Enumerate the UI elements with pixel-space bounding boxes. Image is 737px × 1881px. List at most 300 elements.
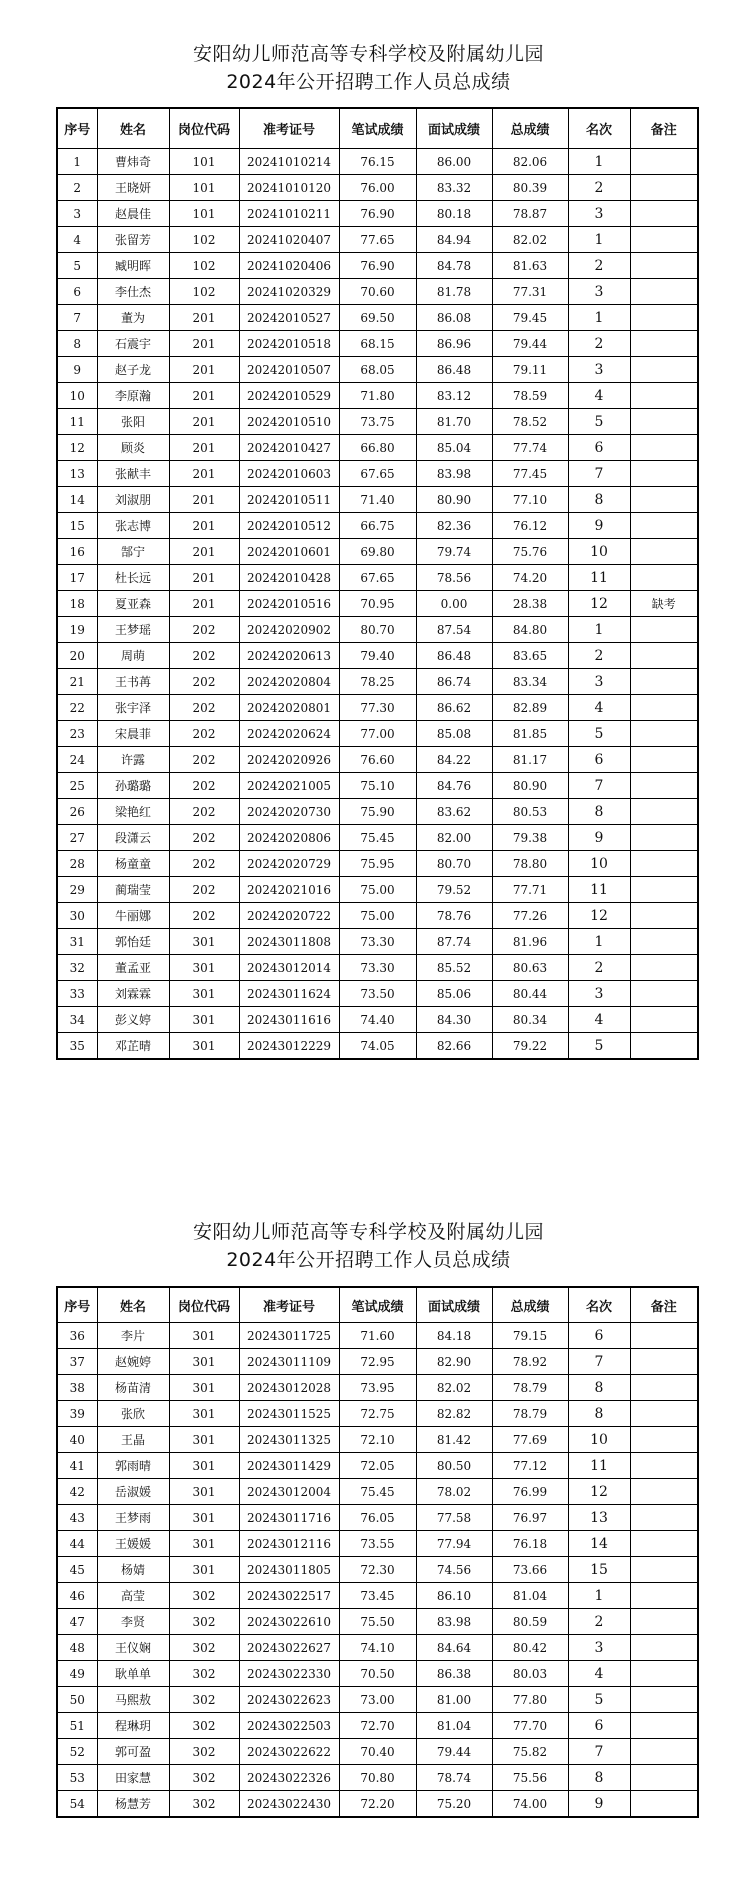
cell-total-score: 75.56 xyxy=(492,1765,568,1791)
table-row xyxy=(57,175,698,201)
cell-total-score: 80.63 xyxy=(492,955,568,981)
cell-exam-id: 20243011808 xyxy=(239,929,339,955)
cell-exam-id: 20243011109 xyxy=(239,1349,339,1375)
cell-no: 33 xyxy=(57,981,97,1007)
cell-post-code: 202 xyxy=(169,825,239,851)
table-row xyxy=(57,1635,698,1661)
table-row xyxy=(57,357,698,383)
cell-total-score: 76.97 xyxy=(492,1505,568,1531)
cell-exam-id: 20241010211 xyxy=(239,201,339,227)
cell-name: 张宇泽 xyxy=(97,695,169,721)
cell-total-score: 80.39 xyxy=(492,175,568,201)
cell-written-score: 74.05 xyxy=(339,1033,416,1060)
cell-remark xyxy=(630,1791,698,1818)
cell-exam-id: 20243012014 xyxy=(239,955,339,981)
cell-no: 23 xyxy=(57,721,97,747)
cell-remark xyxy=(630,383,698,409)
cell-exam-id: 20241010214 xyxy=(239,149,339,175)
cell-interview-score: 82.66 xyxy=(416,1033,492,1060)
cell-remark xyxy=(630,227,698,253)
header-exam-id: 准考证号 xyxy=(239,108,339,149)
title-line-2: 2024年公开招聘工作人员总成绩 xyxy=(226,71,511,93)
cell-total-score: 78.52 xyxy=(492,409,568,435)
cell-rank: 6 xyxy=(568,747,630,773)
table-row xyxy=(57,539,698,565)
cell-written-score: 73.45 xyxy=(339,1583,416,1609)
cell-remark xyxy=(630,1583,698,1609)
cell-written-score: 75.45 xyxy=(339,1479,416,1505)
cell-rank: 3 xyxy=(568,279,630,305)
cell-no: 9 xyxy=(57,357,97,383)
cell-written-score: 73.75 xyxy=(339,409,416,435)
cell-total-score: 78.80 xyxy=(492,851,568,877)
cell-written-score: 66.80 xyxy=(339,435,416,461)
cell-name: 杨苗清 xyxy=(97,1375,169,1401)
cell-total-score: 78.79 xyxy=(492,1401,568,1427)
table-row xyxy=(57,461,698,487)
cell-rank: 15 xyxy=(568,1557,630,1583)
cell-exam-id: 20243011429 xyxy=(239,1453,339,1479)
table-row xyxy=(57,773,698,799)
cell-written-score: 76.60 xyxy=(339,747,416,773)
cell-name: 张献丰 xyxy=(97,461,169,487)
cell-total-score: 83.65 xyxy=(492,643,568,669)
table-row xyxy=(57,1427,698,1453)
cell-no: 52 xyxy=(57,1739,97,1765)
cell-name: 张欣 xyxy=(97,1401,169,1427)
cell-exam-id: 20242020730 xyxy=(239,799,339,825)
cell-no: 2 xyxy=(57,175,97,201)
cell-total-score: 77.45 xyxy=(492,461,568,487)
cell-remark xyxy=(630,851,698,877)
cell-interview-score: 78.76 xyxy=(416,903,492,929)
cell-interview-score: 80.90 xyxy=(416,487,492,513)
header-exam-id: 准考证号 xyxy=(239,1287,339,1323)
cell-interview-score: 78.02 xyxy=(416,1479,492,1505)
cell-exam-id: 20243022430 xyxy=(239,1791,339,1818)
cell-remark xyxy=(630,1479,698,1505)
cell-post-code: 301 xyxy=(169,1557,239,1583)
cell-rank: 4 xyxy=(568,1007,630,1033)
header-row xyxy=(57,108,698,149)
cell-exam-id: 20243022610 xyxy=(239,1609,339,1635)
cell-rank: 4 xyxy=(568,383,630,409)
cell-name: 周萌 xyxy=(97,643,169,669)
cell-post-code: 101 xyxy=(169,201,239,227)
cell-no: 48 xyxy=(57,1635,97,1661)
cell-interview-score: 86.48 xyxy=(416,643,492,669)
table-row xyxy=(57,1791,698,1818)
cell-exam-id: 20242010428 xyxy=(239,565,339,591)
cell-written-score: 68.15 xyxy=(339,331,416,357)
cell-interview-score: 82.02 xyxy=(416,1375,492,1401)
cell-no: 16 xyxy=(57,539,97,565)
cell-exam-id: 20242010603 xyxy=(239,461,339,487)
cell-rank: 2 xyxy=(568,955,630,981)
cell-remark xyxy=(630,487,698,513)
cell-total-score: 76.99 xyxy=(492,1479,568,1505)
cell-post-code: 201 xyxy=(169,539,239,565)
cell-rank: 2 xyxy=(568,1609,630,1635)
cell-total-score: 77.69 xyxy=(492,1427,568,1453)
cell-rank: 10 xyxy=(568,539,630,565)
cell-written-score: 70.40 xyxy=(339,1739,416,1765)
cell-post-code: 202 xyxy=(169,747,239,773)
table-row xyxy=(57,747,698,773)
cell-remark xyxy=(630,695,698,721)
cell-total-score: 79.38 xyxy=(492,825,568,851)
cell-name: 张阳 xyxy=(97,409,169,435)
cell-rank: 8 xyxy=(568,1765,630,1791)
cell-total-score: 79.22 xyxy=(492,1033,568,1060)
table-row xyxy=(57,669,698,695)
cell-name: 杜长远 xyxy=(97,565,169,591)
cell-rank: 8 xyxy=(568,799,630,825)
cell-no: 41 xyxy=(57,1453,97,1479)
cell-written-score: 75.90 xyxy=(339,799,416,825)
cell-written-score: 73.00 xyxy=(339,1687,416,1713)
cell-written-score: 70.60 xyxy=(339,279,416,305)
cell-remark xyxy=(630,461,698,487)
cell-no: 11 xyxy=(57,409,97,435)
cell-total-score: 80.53 xyxy=(492,799,568,825)
cell-interview-score: 81.04 xyxy=(416,1713,492,1739)
cell-total-score: 80.34 xyxy=(492,1007,568,1033)
cell-interview-score: 75.20 xyxy=(416,1791,492,1818)
table-row xyxy=(57,1349,698,1375)
score-table-1 xyxy=(56,107,699,1060)
cell-name: 王梦瑶 xyxy=(97,617,169,643)
cell-total-score: 81.17 xyxy=(492,747,568,773)
cell-total-score: 81.04 xyxy=(492,1583,568,1609)
cell-rank: 1 xyxy=(568,149,630,175)
table-row xyxy=(57,1765,698,1791)
cell-total-score: 77.26 xyxy=(492,903,568,929)
cell-post-code: 302 xyxy=(169,1687,239,1713)
cell-exam-id: 20243022623 xyxy=(239,1687,339,1713)
cell-post-code: 201 xyxy=(169,461,239,487)
cell-written-score: 75.10 xyxy=(339,773,416,799)
cell-name: 赵晨佳 xyxy=(97,201,169,227)
cell-post-code: 301 xyxy=(169,1505,239,1531)
cell-total-score: 73.66 xyxy=(492,1557,568,1583)
cell-exam-id: 20243012116 xyxy=(239,1531,339,1557)
cell-remark xyxy=(630,435,698,461)
header-written-score: 笔试成绩 xyxy=(339,1287,416,1323)
cell-written-score: 75.00 xyxy=(339,903,416,929)
cell-total-score: 80.59 xyxy=(492,1609,568,1635)
cell-remark xyxy=(630,331,698,357)
cell-total-score: 82.89 xyxy=(492,695,568,721)
cell-rank: 3 xyxy=(568,1635,630,1661)
cell-remark: 缺考 xyxy=(630,591,698,617)
header-total-score: 总成绩 xyxy=(492,1287,568,1323)
cell-no: 34 xyxy=(57,1007,97,1033)
header-post-code: 岗位代码 xyxy=(169,1287,239,1323)
cell-total-score: 77.80 xyxy=(492,1687,568,1713)
header-interview-score: 面试成绩 xyxy=(416,1287,492,1323)
table-row xyxy=(57,903,698,929)
table-row xyxy=(57,331,698,357)
title-line-1: 安阳幼儿师范高等专科学校及附属幼儿园 xyxy=(192,1221,544,1243)
cell-interview-score: 84.18 xyxy=(416,1323,492,1349)
cell-interview-score: 82.82 xyxy=(416,1401,492,1427)
cell-post-code: 201 xyxy=(169,591,239,617)
cell-rank: 6 xyxy=(568,1713,630,1739)
cell-no: 3 xyxy=(57,201,97,227)
cell-post-code: 201 xyxy=(169,305,239,331)
cell-interview-score: 86.10 xyxy=(416,1583,492,1609)
cell-name: 郜宁 xyxy=(97,539,169,565)
cell-rank: 4 xyxy=(568,695,630,721)
header-rank: 名次 xyxy=(568,108,630,149)
table-row xyxy=(57,799,698,825)
cell-total-score: 76.12 xyxy=(492,513,568,539)
cell-written-score: 77.65 xyxy=(339,227,416,253)
cell-name: 邓芷晴 xyxy=(97,1033,169,1060)
table-row xyxy=(57,253,698,279)
cell-written-score: 77.30 xyxy=(339,695,416,721)
cell-no: 32 xyxy=(57,955,97,981)
cell-rank: 5 xyxy=(568,721,630,747)
cell-interview-score: 85.04 xyxy=(416,435,492,461)
cell-post-code: 301 xyxy=(169,1479,239,1505)
cell-name: 董孟亚 xyxy=(97,955,169,981)
cell-interview-score: 84.76 xyxy=(416,773,492,799)
cell-total-score: 77.70 xyxy=(492,1713,568,1739)
cell-post-code: 301 xyxy=(169,1349,239,1375)
cell-written-score: 75.00 xyxy=(339,877,416,903)
cell-total-score: 80.90 xyxy=(492,773,568,799)
cell-remark xyxy=(630,1375,698,1401)
cell-no: 1 xyxy=(57,149,97,175)
cell-post-code: 202 xyxy=(169,773,239,799)
cell-rank: 9 xyxy=(568,513,630,539)
header-total-score: 总成绩 xyxy=(492,108,568,149)
cell-name: 王梦雨 xyxy=(97,1505,169,1531)
cell-rank: 2 xyxy=(568,331,630,357)
cell-total-score: 74.00 xyxy=(492,1791,568,1818)
cell-interview-score: 86.38 xyxy=(416,1661,492,1687)
cell-post-code: 302 xyxy=(169,1765,239,1791)
table-row xyxy=(57,591,698,617)
cell-name: 马熙敖 xyxy=(97,1687,169,1713)
header-written-score: 笔试成绩 xyxy=(339,108,416,149)
cell-written-score: 69.50 xyxy=(339,305,416,331)
cell-interview-score: 86.74 xyxy=(416,669,492,695)
cell-no: 49 xyxy=(57,1661,97,1687)
cell-total-score: 75.82 xyxy=(492,1739,568,1765)
header-remark: 备注 xyxy=(630,1287,698,1323)
cell-no: 26 xyxy=(57,799,97,825)
cell-no: 37 xyxy=(57,1349,97,1375)
table-row xyxy=(57,1505,698,1531)
cell-no: 54 xyxy=(57,1791,97,1818)
cell-rank: 6 xyxy=(568,1323,630,1349)
cell-no: 50 xyxy=(57,1687,97,1713)
cell-written-score: 76.90 xyxy=(339,253,416,279)
cell-total-score: 78.92 xyxy=(492,1349,568,1375)
cell-written-score: 72.20 xyxy=(339,1791,416,1818)
cell-rank: 11 xyxy=(568,1453,630,1479)
cell-interview-score: 80.18 xyxy=(416,201,492,227)
cell-exam-id: 20243011325 xyxy=(239,1427,339,1453)
cell-exam-id: 20242010518 xyxy=(239,331,339,357)
cell-remark xyxy=(630,773,698,799)
cell-remark xyxy=(630,1007,698,1033)
cell-interview-score: 87.54 xyxy=(416,617,492,643)
cell-post-code: 201 xyxy=(169,487,239,513)
cell-no: 45 xyxy=(57,1557,97,1583)
cell-written-score: 75.95 xyxy=(339,851,416,877)
title-block xyxy=(0,40,737,96)
cell-post-code: 302 xyxy=(169,1609,239,1635)
cell-name: 杨婧 xyxy=(97,1557,169,1583)
title-block xyxy=(0,1218,737,1274)
cell-no: 6 xyxy=(57,279,97,305)
cell-no: 24 xyxy=(57,747,97,773)
cell-no: 40 xyxy=(57,1427,97,1453)
cell-interview-score: 83.98 xyxy=(416,1609,492,1635)
table-row xyxy=(57,513,698,539)
cell-no: 36 xyxy=(57,1323,97,1349)
cell-name: 田家慧 xyxy=(97,1765,169,1791)
cell-exam-id: 20243011725 xyxy=(239,1323,339,1349)
cell-name: 蔺瑞莹 xyxy=(97,877,169,903)
cell-name: 孙璐璐 xyxy=(97,773,169,799)
cell-remark xyxy=(630,929,698,955)
cell-total-score: 75.76 xyxy=(492,539,568,565)
table-row xyxy=(57,565,698,591)
cell-written-score: 68.05 xyxy=(339,357,416,383)
cell-interview-score: 83.62 xyxy=(416,799,492,825)
header-remark: 备注 xyxy=(630,108,698,149)
cell-remark xyxy=(630,1661,698,1687)
cell-post-code: 202 xyxy=(169,695,239,721)
cell-rank: 4 xyxy=(568,1661,630,1687)
cell-total-score: 81.63 xyxy=(492,253,568,279)
cell-remark xyxy=(630,981,698,1007)
table-row xyxy=(57,643,698,669)
cell-remark xyxy=(630,1609,698,1635)
cell-total-score: 80.42 xyxy=(492,1635,568,1661)
header-no: 序号 xyxy=(57,1287,97,1323)
cell-name: 王晓妍 xyxy=(97,175,169,201)
cell-post-code: 102 xyxy=(169,253,239,279)
cell-remark xyxy=(630,799,698,825)
cell-name: 段潇云 xyxy=(97,825,169,851)
cell-remark xyxy=(630,617,698,643)
table-row xyxy=(57,1557,698,1583)
table-row xyxy=(57,149,698,175)
table-row xyxy=(57,695,698,721)
cell-exam-id: 20243022627 xyxy=(239,1635,339,1661)
cell-written-score: 75.45 xyxy=(339,825,416,851)
cell-post-code: 302 xyxy=(169,1739,239,1765)
cell-rank: 12 xyxy=(568,903,630,929)
cell-no: 53 xyxy=(57,1765,97,1791)
table-row xyxy=(57,227,698,253)
cell-total-score: 83.34 xyxy=(492,669,568,695)
cell-post-code: 301 xyxy=(169,1323,239,1349)
cell-no: 17 xyxy=(57,565,97,591)
cell-interview-score: 81.70 xyxy=(416,409,492,435)
cell-rank: 9 xyxy=(568,825,630,851)
cell-name: 郭雨晴 xyxy=(97,1453,169,1479)
cell-remark xyxy=(630,1713,698,1739)
cell-written-score: 66.75 xyxy=(339,513,416,539)
cell-rank: 13 xyxy=(568,1505,630,1531)
table-row xyxy=(57,1713,698,1739)
cell-rank: 3 xyxy=(568,981,630,1007)
cell-name: 曹炜奇 xyxy=(97,149,169,175)
cell-written-score: 67.65 xyxy=(339,461,416,487)
cell-rank: 6 xyxy=(568,435,630,461)
table-row xyxy=(57,1661,698,1687)
cell-total-score: 76.18 xyxy=(492,1531,568,1557)
cell-rank: 3 xyxy=(568,669,630,695)
cell-post-code: 301 xyxy=(169,981,239,1007)
cell-no: 46 xyxy=(57,1583,97,1609)
cell-post-code: 201 xyxy=(169,435,239,461)
cell-exam-id: 20241010120 xyxy=(239,175,339,201)
cell-interview-score: 80.70 xyxy=(416,851,492,877)
cell-no: 27 xyxy=(57,825,97,851)
cell-name: 顾炎 xyxy=(97,435,169,461)
cell-remark xyxy=(630,513,698,539)
cell-post-code: 202 xyxy=(169,643,239,669)
cell-post-code: 302 xyxy=(169,1713,239,1739)
cell-name: 耿单单 xyxy=(97,1661,169,1687)
cell-rank: 5 xyxy=(568,1687,630,1713)
cell-remark xyxy=(630,1635,698,1661)
cell-no: 21 xyxy=(57,669,97,695)
cell-remark xyxy=(630,1505,698,1531)
cell-name: 刘霖霖 xyxy=(97,981,169,1007)
cell-exam-id: 20242010510 xyxy=(239,409,339,435)
cell-no: 7 xyxy=(57,305,97,331)
table-row xyxy=(57,435,698,461)
cell-no: 31 xyxy=(57,929,97,955)
cell-total-score: 78.87 xyxy=(492,201,568,227)
table-row xyxy=(57,279,698,305)
cell-rank: 12 xyxy=(568,591,630,617)
cell-remark xyxy=(630,877,698,903)
cell-name: 李原瀚 xyxy=(97,383,169,409)
cell-remark xyxy=(630,955,698,981)
cell-total-score: 84.80 xyxy=(492,617,568,643)
cell-interview-score: 82.36 xyxy=(416,513,492,539)
cell-exam-id: 20243011525 xyxy=(239,1401,339,1427)
cell-remark xyxy=(630,357,698,383)
cell-remark xyxy=(630,1739,698,1765)
cell-no: 13 xyxy=(57,461,97,487)
cell-no: 20 xyxy=(57,643,97,669)
cell-rank: 11 xyxy=(568,565,630,591)
cell-exam-id: 20242020624 xyxy=(239,721,339,747)
cell-remark xyxy=(630,1687,698,1713)
cell-written-score: 72.30 xyxy=(339,1557,416,1583)
cell-rank: 3 xyxy=(568,357,630,383)
header-interview-score: 面试成绩 xyxy=(416,108,492,149)
cell-total-score: 78.59 xyxy=(492,383,568,409)
cell-written-score: 78.25 xyxy=(339,669,416,695)
cell-exam-id: 20243012004 xyxy=(239,1479,339,1505)
cell-exam-id: 20242010529 xyxy=(239,383,339,409)
table-row xyxy=(57,1007,698,1033)
cell-written-score: 73.55 xyxy=(339,1531,416,1557)
cell-exam-id: 20243022622 xyxy=(239,1739,339,1765)
